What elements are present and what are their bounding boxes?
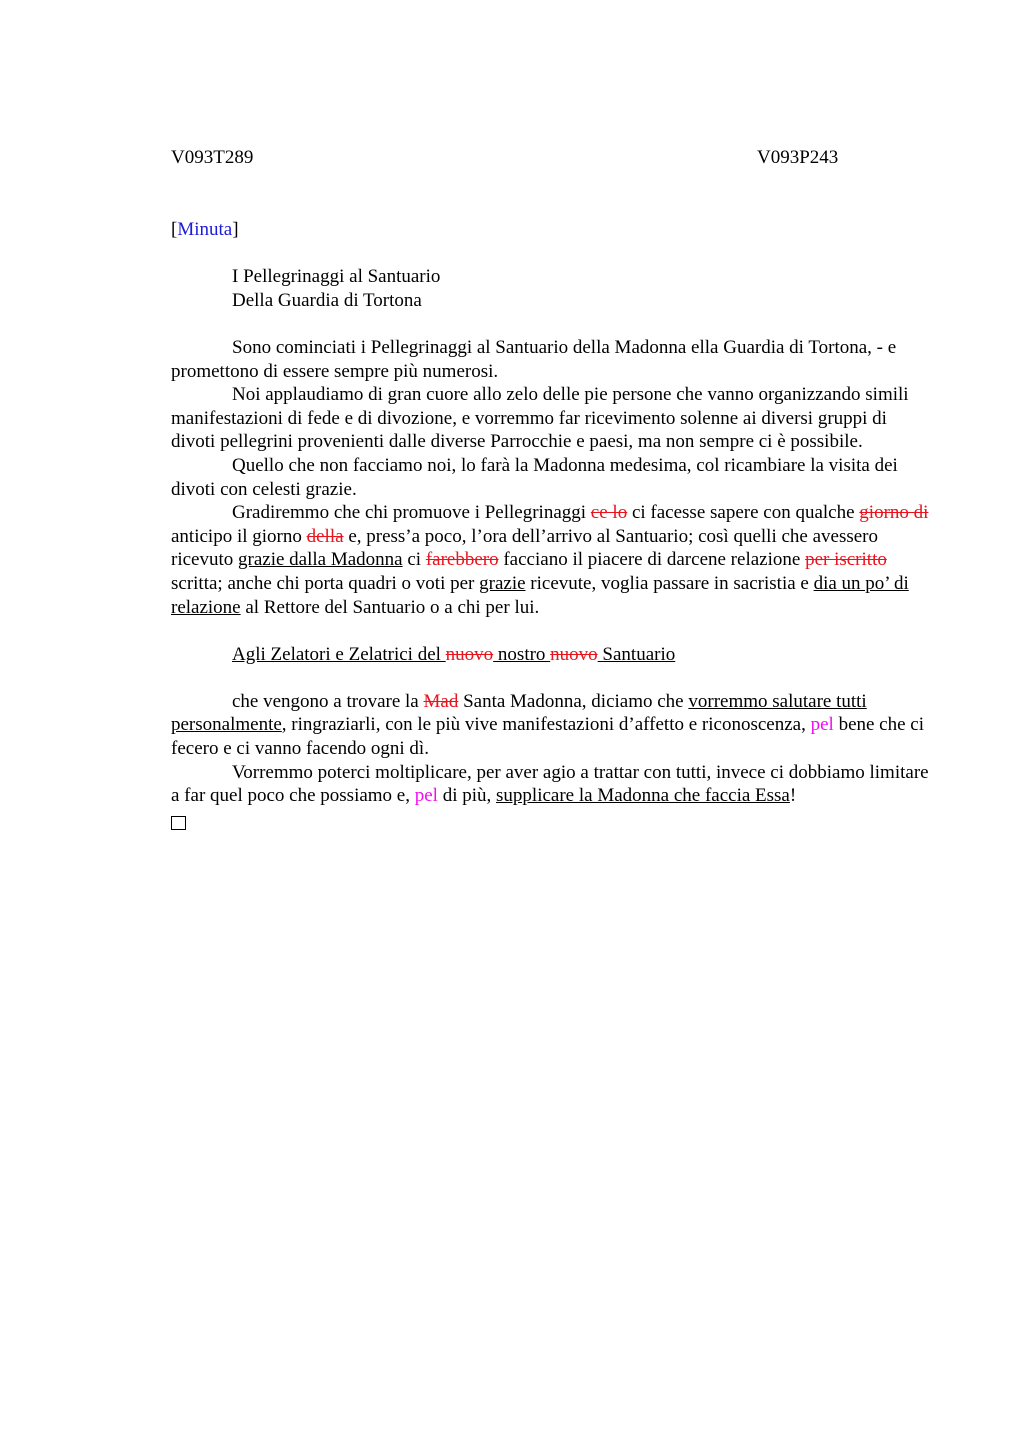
- text-span: Santa Madonna, diciamo che: [458, 690, 689, 712]
- minuta-tag: [171, 218, 931, 242]
- underlined-text: grazie: [479, 572, 526, 594]
- text-span: scritta; anche chi porta quadri o voti per: [171, 572, 480, 594]
- text-span: facciano il piacere di darcene relazione: [498, 549, 806, 571]
- inserted-text: pel: [414, 785, 438, 807]
- deleted-text: della: [306, 525, 344, 547]
- text-span: ricevute, voglia passare in sacristia e: [525, 572, 814, 594]
- deleted-text: ce lo: [590, 502, 628, 524]
- heading-text: Agli Zelatori e Zelatrici del: [232, 643, 446, 665]
- paragraph-1: Sono cominciati i Pellegrinaggi al Santuario della Madonna ella Guardia di Tortona, - e promettono di essere sempre più numerosi.: [171, 336, 897, 382]
- underlined-text: supplicare la Madonna che faccia Essa: [496, 785, 790, 807]
- text-span: di più,: [437, 785, 497, 807]
- minuta-label: Minuta: [177, 219, 233, 240]
- deleted-text: per iscritto: [805, 549, 887, 571]
- inserted-text: pel: [810, 714, 834, 736]
- text-span: e, press’a poco, l’ora dell’arrivo al Santuario; così quelli che avessero ricevuto: [171, 525, 879, 571]
- deleted-text: nuovo: [445, 643, 494, 665]
- paragraph-4: [171, 501, 931, 619]
- text-span: ci: [402, 549, 426, 571]
- tag-open-bracket: [: [171, 219, 178, 240]
- text-span: , ringraziarli, con le più vive manifestazioni d’affetto e riconoscenza,: [281, 714, 811, 736]
- end-marker: [171, 808, 931, 832]
- document-body: [171, 218, 931, 831]
- text-span: bene che ci fecero e ci vanno facendo ogni dì.: [171, 714, 925, 760]
- underlined-text: vorremmo salutare tutti personalmente: [171, 690, 867, 736]
- text-span: che vengono a trovare la: [232, 690, 424, 712]
- paragraph-3: Quello che non facciamo noi, lo farà la Madonna medesima, col ricambiare la visita dei divoti con celesti grazie.: [171, 454, 898, 500]
- title-line-2: Della Guardia di Tortona: [232, 289, 422, 311]
- deleted-text: Mad: [423, 690, 459, 712]
- text-span: !: [789, 785, 797, 807]
- end-square-icon: [171, 816, 186, 830]
- header-left-code: V093T289: [171, 147, 254, 168]
- heading-text: Santuario: [597, 643, 676, 665]
- underlined-text: grazie dalla Madonna: [238, 549, 403, 571]
- text-span: anticipo il giorno: [171, 525, 307, 547]
- title-line-1: I Pellegrinaggi al Santuario: [232, 266, 441, 288]
- text-span: Vorremmo poterci moltiplicare, per aver agio a trattar con tutti, invece ci dobbiamo limitare a far quel poco che possiamo e,: [171, 761, 929, 807]
- header-right-code: V093P243: [757, 147, 839, 168]
- text-span: al Rettore del Santuario o a chi per lui.: [240, 596, 540, 618]
- deleted-text: giorno di: [859, 502, 929, 524]
- text-span: Gradiremmo che chi promuove i Pellegrinaggi: [232, 502, 591, 524]
- deleted-text: farebbero: [425, 549, 499, 571]
- underlined-text: dia un po’ di relazione: [171, 572, 909, 618]
- heading-text: nostro: [493, 643, 551, 665]
- deleted-text: nuovo: [550, 643, 598, 665]
- paragraph-2: Noi applaudiamo di gran cuore allo zelo delle pie persone che vanno organizzando simili manifestazioni di fede e di divozione, e vorremmo far ricevimento solenne ai diversi gruppi di divoti pellegrini provenienti dalle diverse Parrocchie e paesi, ma non sempre ci è possibile.: [171, 384, 909, 453]
- section-heading: [171, 643, 931, 667]
- tag-close-bracket: ]: [232, 219, 239, 240]
- paragraph-6: [171, 761, 931, 808]
- paragraph-5: [171, 690, 931, 761]
- text-span: ci facesse sapere con qualche: [627, 502, 860, 524]
